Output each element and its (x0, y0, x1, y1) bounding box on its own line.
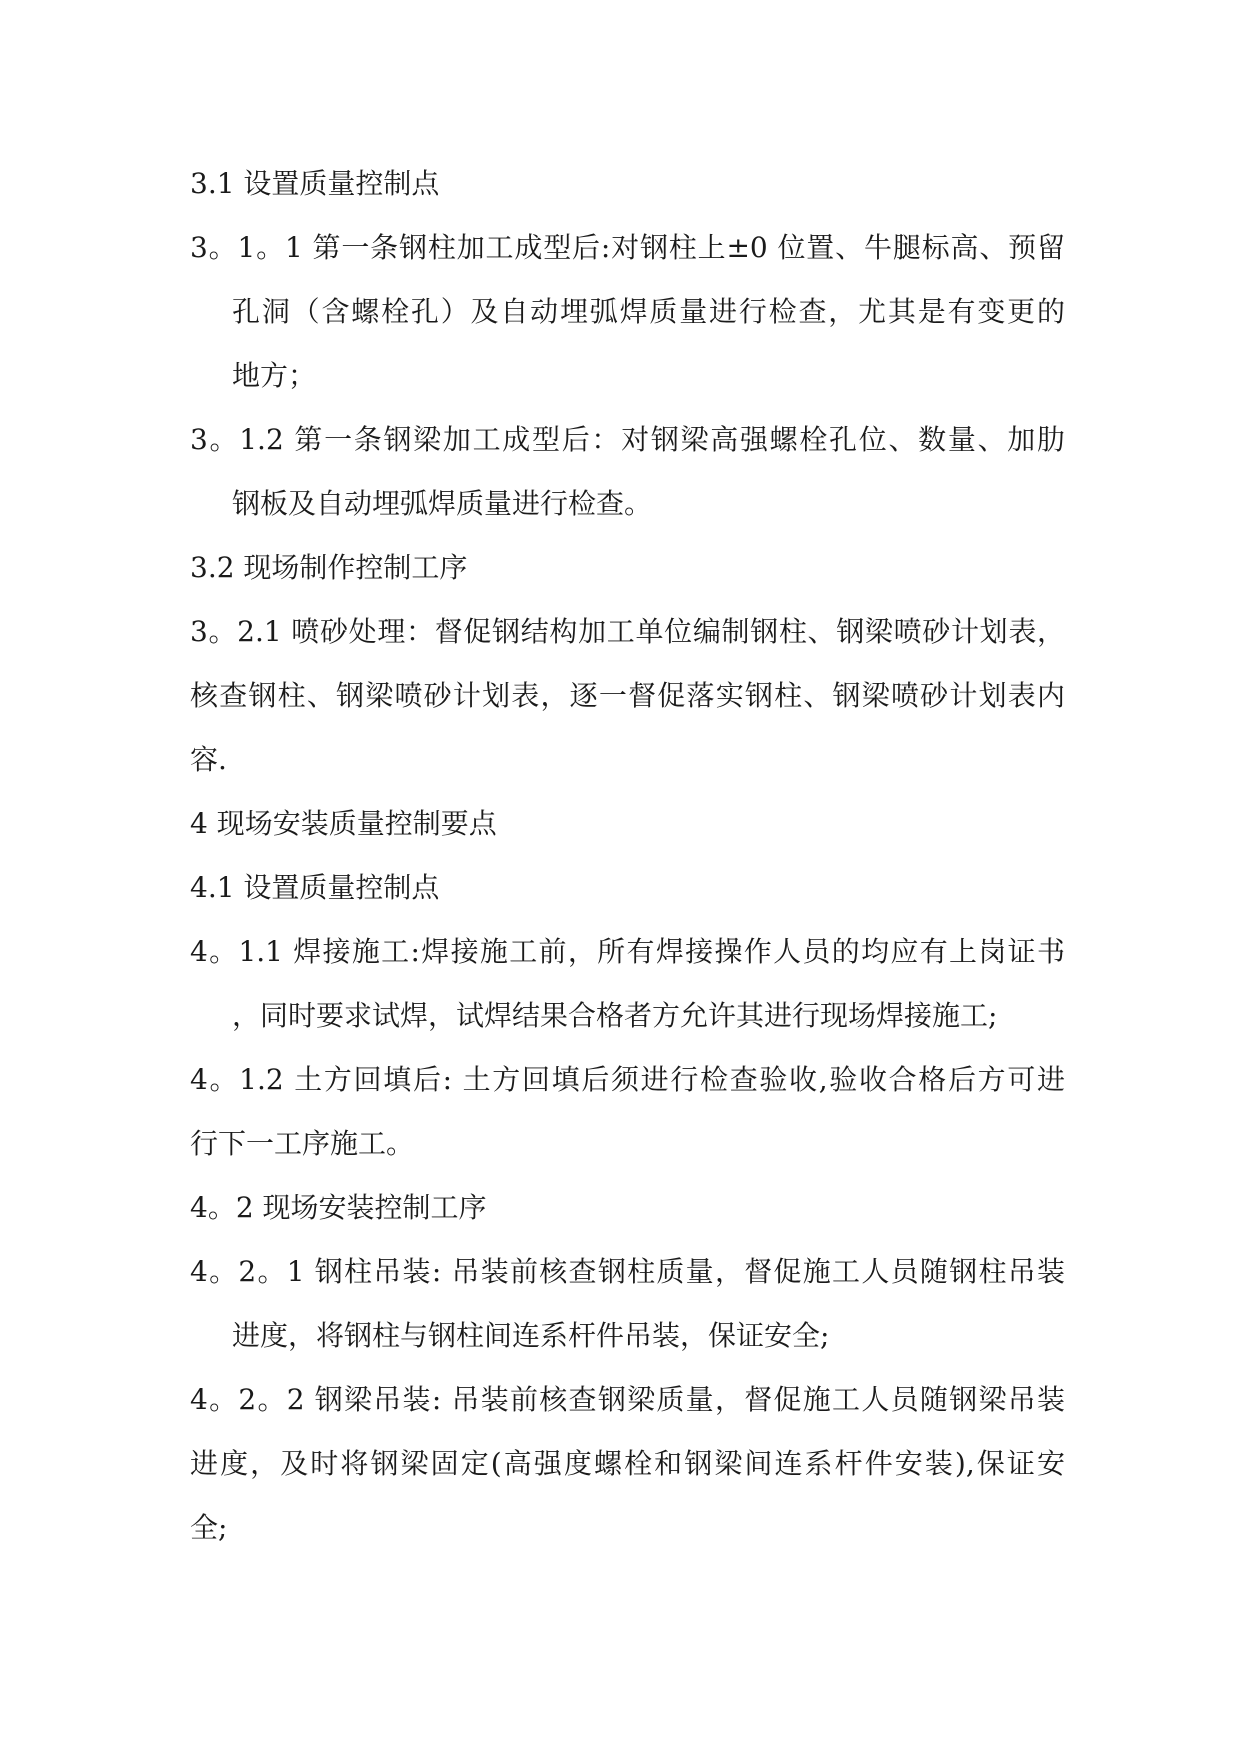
paragraph-3-2-1-line-1: 3。2.1 喷砂处理：督促钢结构加工单位编制钢柱、钢梁喷砂计划表， (190, 615, 1065, 648)
paragraph-3-1-1-line-2: 孔洞（含螺栓孔）及自动埋弧焊质量进行检查，尤其是有变更的 (232, 295, 1065, 328)
heading-4-1: 4.1 设置质量控制点 (190, 871, 440, 904)
paragraph-4-1-2-line-1: 4。1.2 土方回填后: 土方回填后须进行检查验收,验收合格后方可进 (190, 1063, 1065, 1096)
paragraph-3-1-2-line-1: 3。1.2 第一条钢梁加工成型后：对钢梁高强螺栓孔位、数量、加肋 (190, 423, 1065, 456)
paragraph-3-1-1-line-1: 3。1。1 第一条钢柱加工成型后:对钢柱上±0 位置、牛腿标高、预留 (190, 231, 1065, 264)
paragraph-4-2-1-line-2: 进度，将钢柱与钢柱间连系杆件吊装，保证安全; (232, 1319, 830, 1352)
heading-4: 4 现场安装质量控制要点 (190, 807, 497, 840)
paragraph-4-1-1-line-1: 4。1.1 焊接施工:焊接施工前，所有焊接操作人员的均应有上岗证书 (190, 935, 1065, 968)
paragraph-4-2-2-line-3: 全; (190, 1511, 228, 1544)
paragraph-4-1-1-line-2: ，同时要求试焊，试焊结果合格者方允许其进行现场焊接施工; (232, 999, 998, 1032)
paragraph-4-2-1-line-1: 4。2。1 钢柱吊装: 吊装前核查钢柱质量，督促施工人员随钢柱吊装 (190, 1255, 1065, 1288)
paragraph-4-2-2-line-1: 4。2。2 钢梁吊装: 吊装前核查钢梁质量，督促施工人员随钢梁吊装 (190, 1383, 1065, 1416)
paragraph-3-1-1-line-3: 地方； (232, 359, 317, 392)
heading-4-2: 4。2 现场安装控制工序 (190, 1191, 487, 1224)
paragraph-4-1-2-line-2: 行下一工序施工。 (190, 1127, 415, 1160)
paragraph-3-2-1-line-3: 容. (190, 743, 227, 776)
heading-3-1: 3.1 设置质量控制点 (190, 167, 440, 200)
paragraph-4-2-2-line-2: 进度，及时将钢梁固定(高强度螺栓和钢梁间连系杆件安装),保证安 (190, 1447, 1065, 1480)
paragraph-3-2-1-line-2: 核查钢柱、钢梁喷砂计划表，逐一督促落实钢柱、钢梁喷砂计划表内 (190, 679, 1065, 712)
paragraph-3-1-2-line-2: 钢板及自动埋弧焊质量进行检查。 (232, 487, 653, 520)
heading-3-2: 3.2 现场制作控制工序 (190, 551, 468, 584)
document-body (190, 152, 1065, 1560)
